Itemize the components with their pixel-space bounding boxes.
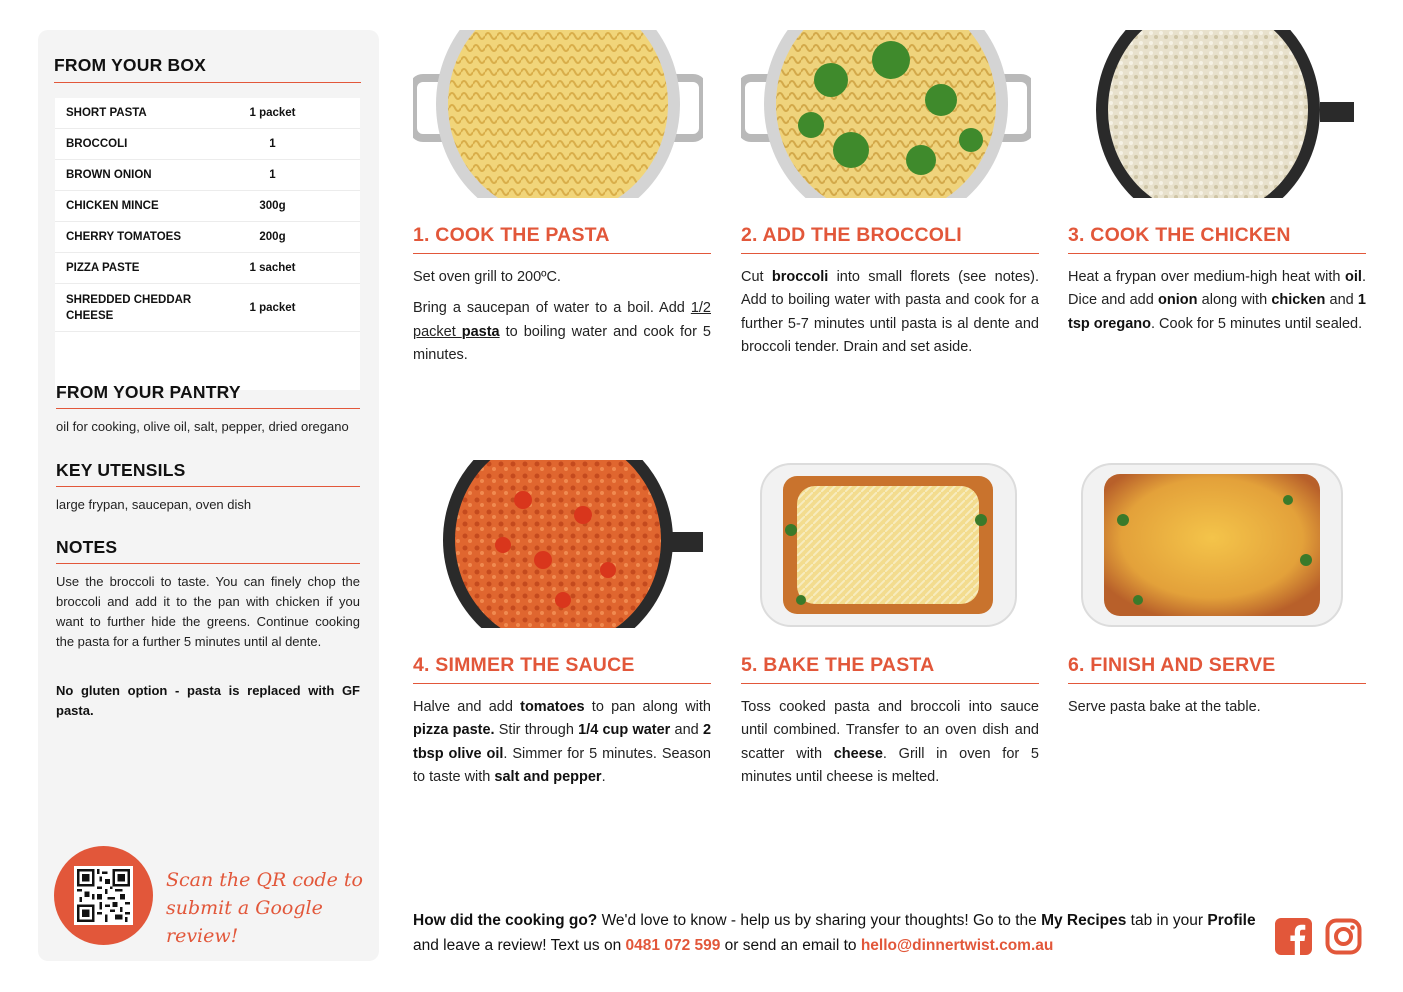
table-row: [55, 160, 360, 191]
text: 1/2 packet: [413, 300, 711, 340]
table-row: [55, 222, 360, 253]
ingredients-table: [55, 98, 360, 390]
broccoli-pot-photo: [741, 30, 1031, 198]
my-recipes-ref: My Recipes: [1041, 912, 1127, 929]
step-6-instructions: [1068, 696, 1366, 727]
bold-ingredient: 1/4 cup water: [578, 722, 671, 739]
text: or send an email to: [720, 937, 861, 954]
ingredient-name: BROWN ONION: [66, 169, 152, 181]
step-5-paragraph: [741, 696, 1039, 789]
table-row: [55, 284, 360, 332]
qr-text-line1: Scan the QR code to: [166, 869, 363, 891]
table-row: [55, 98, 360, 129]
cheese-dish-photo: [741, 460, 1031, 628]
step-1-paragraph: [413, 297, 711, 367]
from-your-box-title: FROM YOUR BOX: [54, 55, 361, 83]
phone-link[interactable]: 0481 072 599: [625, 937, 721, 954]
text: .: [601, 768, 606, 785]
qr-review-prompt: [166, 866, 366, 950]
text: and: [670, 722, 703, 739]
ingredient-qty: 1: [269, 138, 276, 150]
text: Cut: [741, 269, 772, 285]
bold-ingredient: 1 tsp oregano: [1068, 292, 1366, 332]
ingredient-name: BROCCOLI: [66, 138, 128, 150]
text: along with: [1197, 292, 1272, 309]
email-link[interactable]: hello@dinnertwist.com.au: [860, 937, 1054, 954]
bold-ingredient: salt and pepper: [494, 768, 602, 785]
notes-title: NOTES: [56, 537, 360, 564]
step-1-instructions: [413, 266, 711, 375]
text: Halve and add: [413, 699, 521, 715]
gluten-free-note: No gluten option - pasta is replaced with GF pasta.: [56, 683, 360, 718]
text: tab in your: [1126, 912, 1208, 929]
text: . Simmer for 5 minutes. Season to taste with: [413, 745, 711, 785]
step-5-instructions: [741, 696, 1039, 797]
ingredient-name: PIZZA PASTE: [66, 262, 140, 274]
ingredient-name: SHORT PASTA: [66, 107, 147, 119]
from-your-pantry-title: FROM YOUR PANTRY: [56, 382, 360, 409]
text: and: [1325, 292, 1358, 309]
step-1-paragraph: Set oven grill to 200ºC.: [413, 269, 561, 285]
table-row: [55, 253, 360, 284]
chicken-pan-photo: [1068, 30, 1358, 198]
step-6-paragraph: Serve pasta bake at the table.: [1068, 699, 1261, 715]
text: into small florets (see notes). Add to boiling water with pasta and cook for a further 5-7 minutes until pasta is al dente and broccoli tender. Drain and set aside.: [741, 269, 1040, 355]
bold-ingredient: tomatoes: [520, 699, 585, 715]
bold-ingredient: 2 tbsp olive oil: [413, 722, 712, 762]
step-2-title: 2. ADD THE BROCCOLI: [741, 224, 1039, 254]
qr-badge: [54, 846, 153, 945]
step-6-title: 6. FINISH AND SERVE: [1068, 654, 1366, 684]
step-5-title: 5. BAKE THE PASTA: [741, 654, 1039, 684]
table-row: [55, 191, 360, 222]
baked-dish-photo: [1068, 460, 1358, 628]
key-utensils-title: KEY UTENSILS: [56, 460, 360, 487]
text: Heat a frypan over medium-high heat with: [1068, 269, 1346, 285]
sauce-pan-photo: [413, 460, 703, 628]
notes-text: Use the broccoli to taste. You can finely chop the broccoli and add it to the pan with chicken if you want to further hide the greens. Continue cooking the pasta for a further 5 minutes until al dente.: [56, 574, 360, 649]
qr-code-icon[interactable]: [74, 866, 133, 925]
text: . Grill in oven for 5 minutes until cheese is melted.: [741, 745, 1039, 785]
text: Toss cooked pasta and broccoli into sauce until combined. Transfer to an oven dish and scatter with: [741, 699, 1039, 762]
qr-text-line2: submit a Google review!: [166, 897, 323, 947]
ingredients-panel: [38, 30, 379, 961]
text: . Cook for 5 minutes until sealed.: [1150, 315, 1363, 332]
ingredient-qty: 1 packet: [249, 301, 296, 314]
step-3-title: 3. COOK THE CHICKEN: [1068, 224, 1366, 254]
text: Bring a saucepan of water to a boil. Add: [413, 300, 691, 317]
pasta-pot-photo: [413, 30, 703, 198]
profile-ref: Profile: [1207, 912, 1256, 929]
text: to boiling water and cook for 5 minutes.: [413, 323, 711, 363]
footer-question: How did the cooking go?: [413, 912, 598, 929]
utensils-list: large frypan, saucepan, oven dish: [56, 497, 252, 512]
ingredient-qty: 1: [269, 169, 276, 181]
text: to pan along with: [584, 699, 711, 715]
ingredient-name: SHREDDED CHEDDAR CHEESE: [66, 293, 192, 322]
bold-ingredient: chicken: [1271, 292, 1326, 309]
bold-ingredient: oil: [1345, 269, 1362, 285]
bold-ingredient: pasta: [461, 323, 500, 340]
ingredient-qty: 1 sachet: [249, 262, 296, 274]
instagram-icon[interactable]: [1325, 918, 1362, 955]
ingredient-qty: 200g: [259, 231, 286, 243]
table-row: [55, 129, 360, 160]
step-4-title: 4. SIMMER THE SAUCE: [413, 654, 711, 684]
step-2-instructions: [741, 266, 1039, 367]
step-4-paragraph: [413, 696, 711, 789]
step-3-paragraph: [1068, 266, 1366, 336]
bold-ingredient: onion: [1158, 292, 1198, 309]
text: We'd love to know - help us by sharing your thoughts! Go to the: [597, 912, 1042, 929]
bold-ingredient: pizza paste.: [413, 722, 495, 739]
text: and leave a review! Text us on: [413, 937, 626, 954]
ingredient-name: CHICKEN MINCE: [66, 200, 159, 212]
step-1-title: 1. COOK THE PASTA: [413, 224, 711, 254]
step-4-instructions: [413, 696, 711, 797]
bold-ingredient: broccoli: [771, 269, 829, 285]
step-3-instructions: [1068, 266, 1366, 344]
ingredient-qty: 1 packet: [249, 107, 296, 119]
review-footer: [413, 908, 1263, 958]
facebook-icon[interactable]: [1275, 918, 1312, 955]
text: Stir through: [494, 722, 579, 739]
ingredient-qty: 300g: [259, 200, 286, 212]
text: . Dice and add: [1068, 269, 1366, 309]
bold-ingredient: cheese: [833, 745, 883, 762]
ingredient-name: CHERRY TOMATOES: [66, 231, 182, 243]
step-2-paragraph: [741, 266, 1039, 359]
pantry-list: oil for cooking, olive oil, salt, pepper, dried oregano: [56, 419, 349, 434]
